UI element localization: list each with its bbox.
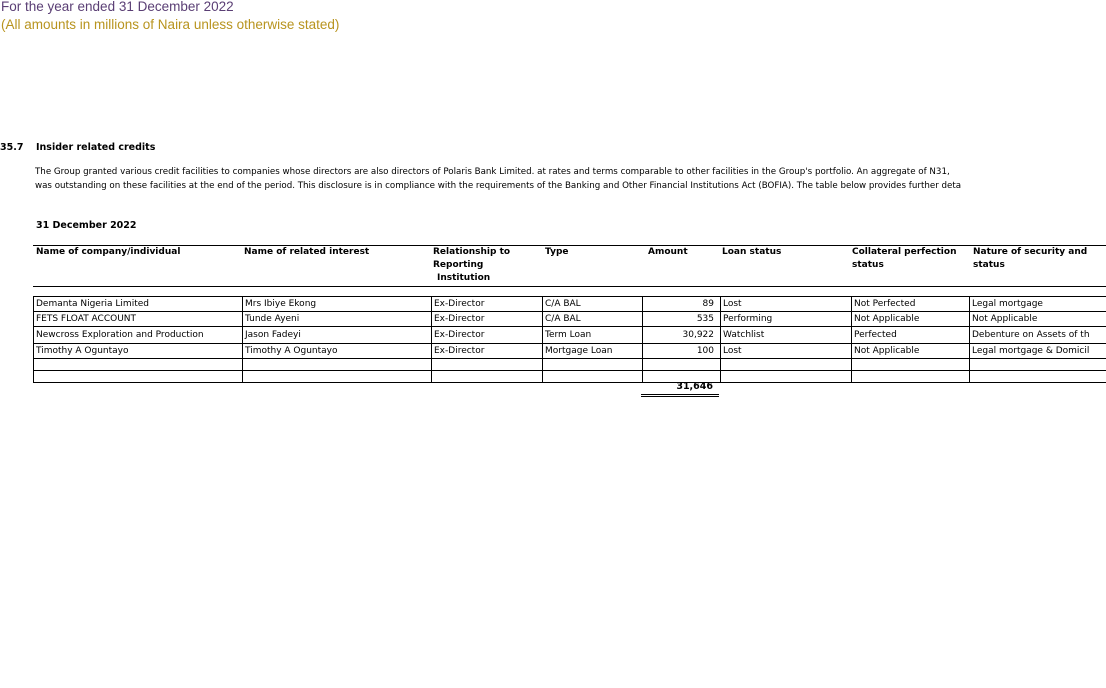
col-header-company: Name of company/individual — [36, 247, 181, 257]
cell-collateral: Not Perfected — [852, 297, 970, 312]
table-row — [34, 297, 1106, 312]
table-row-empty — [34, 371, 1106, 383]
cell-loan-status: Watchlist — [721, 327, 852, 344]
table-row — [34, 344, 1106, 359]
col-header-type: Type — [545, 247, 569, 257]
section-number: 35.7 — [0, 142, 24, 153]
cell-loan-status: Lost — [721, 297, 852, 312]
col-header-relationship: Relationship to Reporting Institution — [433, 247, 511, 283]
cell-security: Not Applicable — [970, 312, 1106, 327]
report-period: For the year ended 31 December 2022 — [1, 0, 234, 14]
table-row — [34, 327, 1106, 344]
cell-company: FETS FLOAT ACCOUNT — [34, 312, 243, 327]
cell-type: C/A BAL — [543, 312, 643, 327]
cell-relationship: Ex-Director — [432, 297, 543, 312]
cell-collateral: Not Applicable — [852, 344, 970, 359]
table-row-empty — [34, 359, 1106, 371]
cell-related-interest: Tunde Ayeni — [243, 312, 432, 327]
description-line-2: was outstanding on these facilities at the end of the period. This disclosure is in compliance with the requirements of the Banking and Other Financial Institutions Act (BOFIA). The table below provides further deta — [35, 181, 962, 191]
cell-related-interest: Timothy A Oguntayo — [243, 344, 432, 359]
cell-type: Term Loan — [543, 327, 643, 344]
description-line-1: The Group granted various credit facilities to companies whose directors are also directors of Polaris Bank Limited. at rates and terms comparable to other facilities in the Group's portfolio. An aggregate of N31, — [35, 167, 950, 177]
total-amount: 31,646 — [676, 381, 713, 392]
table-date: 31 December 2022 — [36, 220, 137, 231]
col-header-loan-status: Loan status — [722, 247, 782, 257]
total-double-underline — [641, 396, 719, 397]
table-row — [34, 312, 1106, 327]
cell-relationship: Ex-Director — [432, 327, 543, 344]
cell-loan-status: Lost — [721, 344, 852, 359]
cell-related-interest: Mrs Ibiye Ekong — [243, 297, 432, 312]
cell-security: Debenture on Assets of th — [970, 327, 1106, 344]
cell-amount: 30,922 — [643, 327, 721, 344]
cell-relationship: Ex-Director — [432, 312, 543, 327]
col-header-amount: Amount — [648, 247, 688, 257]
cell-related-interest: Jason Fadeyi — [243, 327, 432, 344]
cell-security: Legal mortgage — [970, 297, 1106, 312]
col-header-collateral: Collateral perfection status — [852, 247, 957, 270]
cell-loan-status: Performing — [721, 312, 852, 327]
col-header-security: Nature of security and status — [973, 247, 1088, 270]
col-header-related-interest: Name of related interest — [244, 247, 370, 257]
total-double-underline — [641, 394, 719, 395]
section-title: Insider related credits — [36, 142, 156, 153]
cell-amount: 89 — [643, 297, 721, 312]
cell-company: Newcross Exploration and Production — [34, 327, 243, 344]
cell-company: Timothy A Oguntayo — [34, 344, 243, 359]
cell-amount: 100 — [643, 344, 721, 359]
cell-amount: 535 — [643, 312, 721, 327]
header-bottom-rule — [33, 286, 1106, 287]
cell-type: C/A BAL — [543, 297, 643, 312]
cell-company: Demanta Nigeria Limited — [34, 297, 243, 312]
cell-collateral: Perfected — [852, 327, 970, 344]
cell-relationship: Ex-Director — [432, 344, 543, 359]
cell-type: Mortgage Loan — [543, 344, 643, 359]
insider-credits-table — [33, 296, 1106, 383]
cell-security: Legal mortgage & Domicil — [970, 344, 1106, 359]
cell-collateral: Not Applicable — [852, 312, 970, 327]
currency-note: (All amounts in millions of Naira unless otherwise stated) — [1, 17, 340, 32]
